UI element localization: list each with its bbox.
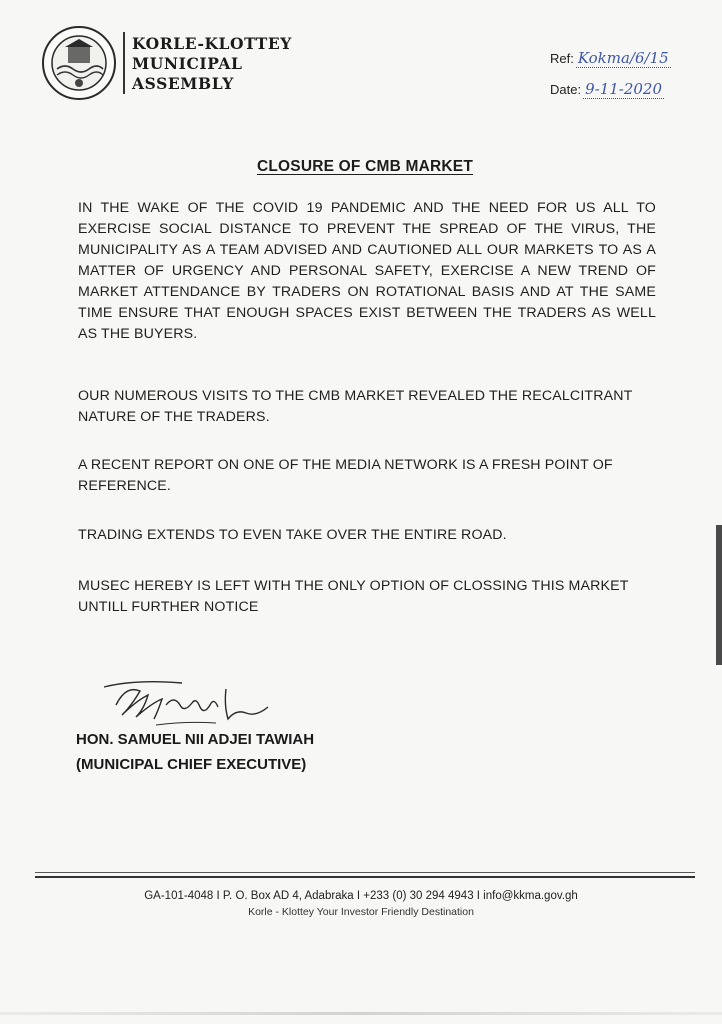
scan-edge-mark xyxy=(716,525,722,665)
body-paragraph-4: TRADING EXTENDS TO EVEN TAKE OVER THE ENTIRE ROAD. xyxy=(78,527,507,543)
reference-label: Ref: xyxy=(550,51,574,66)
body-paragraph-1: IN THE WAKE OF THE COVID 19 PANDEMIC AND THE NEED FOR US ALL TO EXERCISE SOCIAL DISTANCE TO PREVENT THE SPREAD OF THE VIRUS, THE MUNICIPALITY AS A TEAM ADVISED AND CAUTIONED ALL OUR MARKETS TO AS A MATTER OF URGENCY AND PERSONAL SAFETY, EXERCISE A NEW TREND OF MARKET ATTENDANCE BY TRADERS ON ROTATIONAL BASIS AND AT THE SAME TIME ENSURE THAT ENOUGH SPACES EXIST BETWEEN THE TRADERS AS WELL AS THE BUYERS. xyxy=(78,200,656,342)
org-name-line-2: MUNICIPAL xyxy=(132,54,243,73)
date-value: 9-11-2020 xyxy=(585,80,663,98)
body-paragraph-3: A RECENT REPORT ON ONE OF THE MEDIA NETWORK IS A FRESH POINT OF REFERENCE. xyxy=(78,457,613,494)
footer-rule-thin xyxy=(35,872,695,873)
signatory-block xyxy=(76,727,314,777)
letter-title: CLOSURE OF CMB MARKET xyxy=(256,158,474,175)
scan-bottom-smudge xyxy=(0,1012,722,1015)
letter-title-row xyxy=(0,156,722,176)
body-paragraph-5: MUSEC HEREBY IS LEFT WITH THE ONLY OPTION OF CLOSSING THIS MARKET UNTILL FURTHER NOTICE xyxy=(78,578,629,615)
organization-name xyxy=(132,34,292,94)
body-paragraph-2: OUR NUMEROUS VISITS TO THE CMB MARKET REVEALED THE RECALCITRANT NATURE OF THE TRADERS. xyxy=(78,388,633,425)
date-label: Date: xyxy=(550,82,582,97)
org-name-line-1: KORLE-KLOTTEY xyxy=(132,34,292,53)
org-name-line-3: ASSEMBLY xyxy=(132,74,234,93)
footer-rule-thick xyxy=(35,876,695,878)
handwritten-signature-icon xyxy=(96,675,296,735)
footer-tagline: Korle - Klottey Your Investor Friendly Destination xyxy=(248,906,474,918)
footer-contact-info: GA-101-4048 I P. O. Box AD 4, Adabraka I +233 (0) 30 294 4943 I info@kkma.gov.gh xyxy=(144,890,578,902)
municipal-seal-icon xyxy=(41,25,117,101)
signatory-name: HON. SAMUEL NII ADJEI TAWIAH xyxy=(76,731,315,748)
reference-value: Kokma/6/15 xyxy=(577,49,669,67)
reference-line xyxy=(550,49,671,67)
header-divider xyxy=(123,32,125,94)
signatory-position: (MUNICIPAL CHIEF EXECUTIVE) xyxy=(76,756,307,773)
date-line xyxy=(550,80,664,98)
